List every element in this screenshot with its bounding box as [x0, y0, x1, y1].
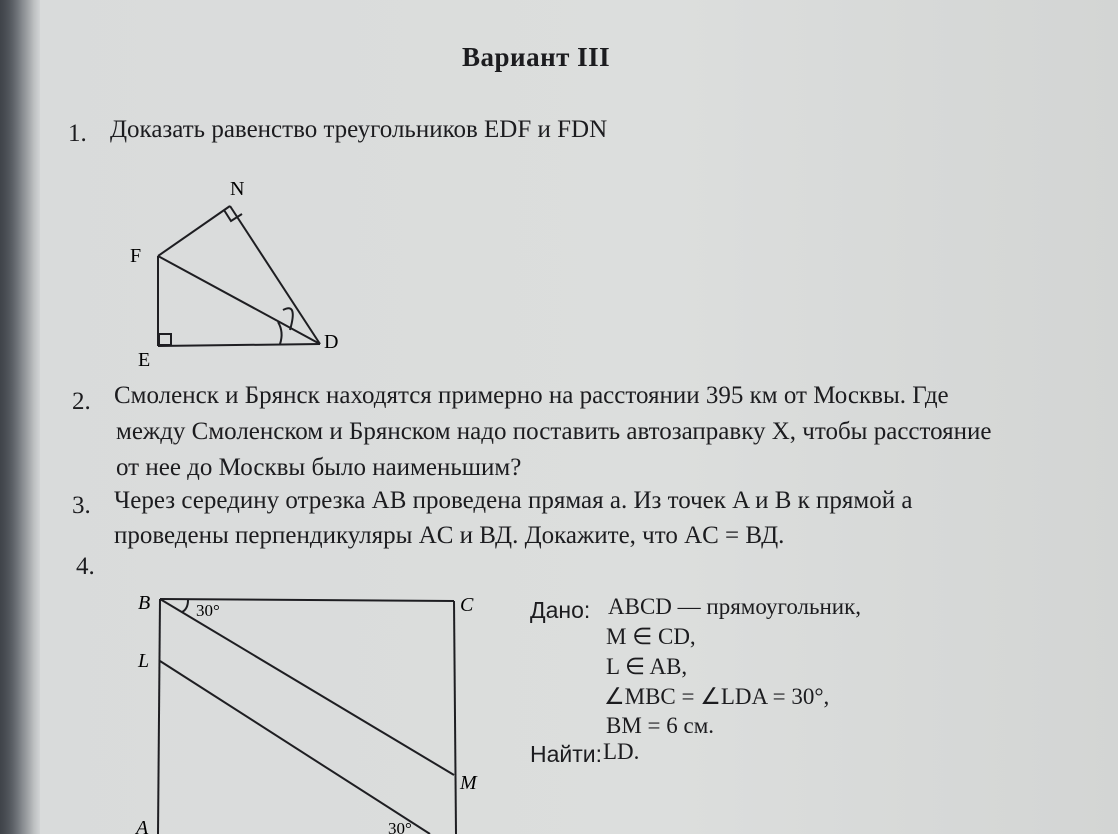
angle-arc-B	[182, 600, 188, 612]
problem-2-line-3: от нее до Москвы было наименьшим?	[116, 454, 522, 481]
segment-ND	[230, 206, 320, 344]
label-L: L	[138, 650, 150, 672]
segment-BM	[160, 599, 454, 775]
label-C: C	[460, 594, 474, 616]
problem-1-number: 1.	[68, 120, 87, 147]
side-BA	[158, 599, 160, 834]
angle-label-top: 30°	[196, 601, 220, 620]
problem-2-line-1: Смоленск и Брянск находятся примерно на расстоянии 395 км от Москвы. Где	[114, 382, 949, 409]
problem-4-number: 4.	[76, 553, 95, 580]
label-N: N	[230, 178, 245, 200]
find-value: LD.	[603, 739, 640, 764]
segment-FN	[158, 206, 230, 256]
label-D: D	[324, 331, 339, 353]
problem-2-number: 2.	[72, 388, 91, 415]
angle-label-bottom: 30°	[388, 819, 412, 834]
find-label: Найти:	[530, 741, 603, 767]
given-line-2: M ∈ CD,	[606, 624, 696, 649]
segment-LD	[160, 661, 430, 834]
given-label: Дано:	[530, 597, 591, 623]
segment-FD	[158, 256, 320, 344]
problem-3-line-1: Через середину отрезка AB проведена прямая a. Из точек A и B к прямой a	[114, 487, 913, 514]
problem-2-line-2: между Смоленском и Брянском надо поставить автозаправку X, чтобы расстояние	[116, 418, 992, 445]
segment-ED	[158, 344, 320, 346]
label-F: F	[130, 245, 142, 267]
problem-1-text: Доказать равенство треугольников EDF и FDN	[110, 116, 608, 143]
label-E: E	[138, 349, 151, 370]
given-line-4: ∠MBC = ∠LDA = 30°,	[604, 684, 830, 709]
label-M: M	[460, 772, 477, 794]
given-line-3: L ∈ AB,	[606, 654, 688, 679]
label-B: B	[138, 592, 151, 614]
page-binding-shadow	[0, 0, 40, 834]
right-angle-E	[159, 334, 171, 345]
page-title: Вариант III	[462, 42, 611, 72]
given-line-1: ABCD — прямоугольник,	[608, 594, 862, 619]
triangle-figure	[120, 170, 360, 370]
problem-3-number: 3.	[72, 492, 91, 519]
angle-arc-1	[278, 322, 282, 344]
side-CD	[454, 601, 456, 834]
given-line-5: BM = 6 см.	[606, 713, 715, 738]
label-A: A	[136, 817, 149, 834]
rectangle-figure	[130, 585, 490, 834]
problem-3-line-2: проведены перпендикуляры AC и ВД. Докажите, что AC = ВД.	[114, 522, 785, 549]
